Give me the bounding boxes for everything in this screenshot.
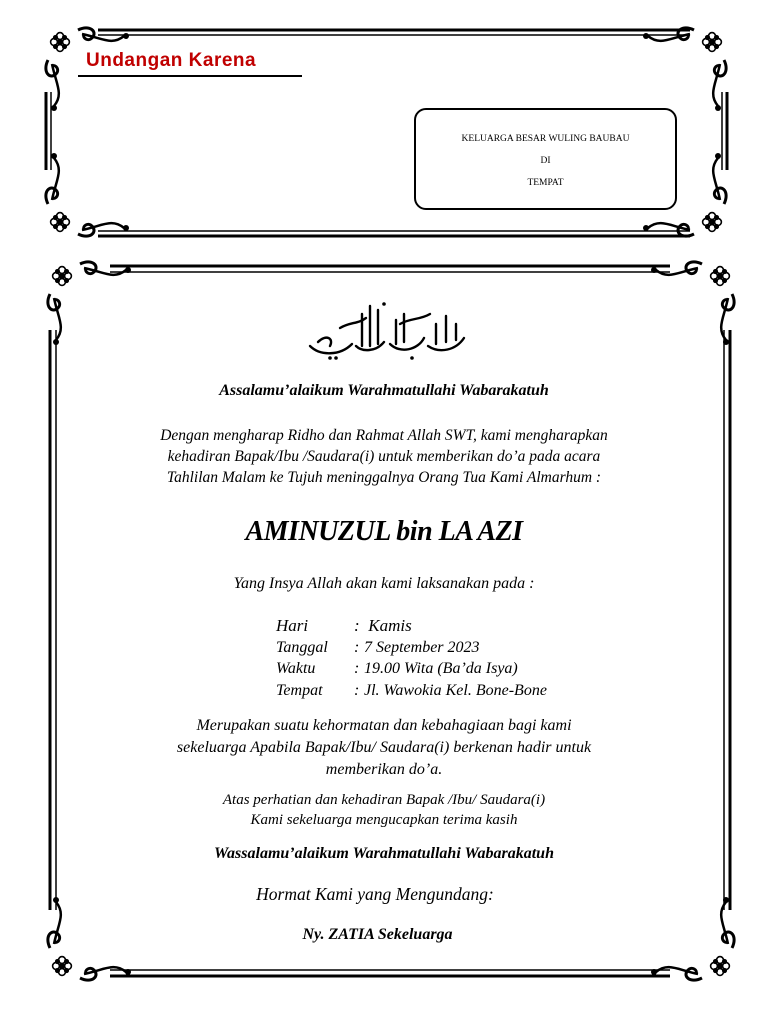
honor-paragraph	[120, 715, 648, 781]
intro-line: kehadiran Bapak/Ibu /Saudara(i) untuk memberikan do’a pada acara	[167, 448, 601, 465]
signature: Ny. ZATIA Sekeluarga	[302, 926, 453, 943]
detail-value: Jl. Wawokia Kel. Bone-Bone	[364, 681, 547, 699]
detail-row-day	[276, 615, 636, 637]
detail-row-time	[276, 658, 636, 680]
basmala-calligraphy	[300, 294, 472, 366]
detail-row-date	[276, 637, 636, 659]
deceased-name: AMINUZUL bin LA AZI	[245, 516, 523, 547]
address-line-2: DI	[540, 156, 551, 166]
regards-line: Hormat Kami yang Mengundang:	[256, 884, 494, 904]
closing-greeting: Wassalamu’alaikum Warahmatullahi Wabarakatuh	[214, 845, 554, 862]
detail-label: Tempat	[276, 681, 323, 699]
honor-line: sekeluarga Apabila Bapak/Ibu/ Saudara(i) berkenan hadir untuk	[176, 739, 592, 756]
event-details	[276, 615, 636, 701]
cover-title: Undangan Karena	[78, 50, 302, 77]
detail-sep: :	[354, 681, 360, 699]
detail-value: Kamis	[364, 616, 412, 635]
greeting: Assalamu’alaikum Warahmatullahi Wabarakatuh	[219, 382, 549, 399]
honor-line: Merupakan suatu kehormatan dan kebahagiaan bagi kami	[196, 717, 572, 734]
detail-label: Waktu	[276, 660, 316, 677]
detail-label: Tanggal	[276, 638, 328, 656]
honor-line: memberikan do’a.	[325, 761, 443, 778]
address-box	[414, 108, 677, 210]
detail-sep: :	[354, 616, 360, 635]
address-line-1: KELUARGA BESAR WULING BAUBAU	[461, 134, 630, 144]
detail-sep: :	[354, 638, 360, 656]
address-line-3: TEMPAT	[527, 178, 564, 188]
detail-value: 19.00 Wita (Ba’da Isya)	[364, 660, 518, 677]
detail-row-place	[276, 680, 636, 702]
detail-value: 7 September 2023	[364, 638, 480, 656]
detail-label: Hari	[276, 616, 309, 635]
intro-paragraph	[110, 425, 658, 488]
thanks-line: Kami sekeluarga mengucapkan terima kasih	[250, 812, 518, 828]
schedule-intro: Yang Insya Allah akan kami laksanakan pada :	[233, 575, 535, 592]
intro-line: Tahlilan Malam ke Tujuh meninggalnya Orang Tua Kami Almarhum :	[166, 469, 602, 486]
detail-sep: :	[354, 660, 360, 677]
intro-line: Dengan mengharap Ridho dan Rahmat Allah SWT, kami mengharapkan	[160, 427, 608, 444]
thanks-line: Atas perhatian dan kehadiran Bapak /Ibu/ Saudara(i)	[222, 792, 546, 808]
thanks-paragraph	[0, 790, 768, 830]
